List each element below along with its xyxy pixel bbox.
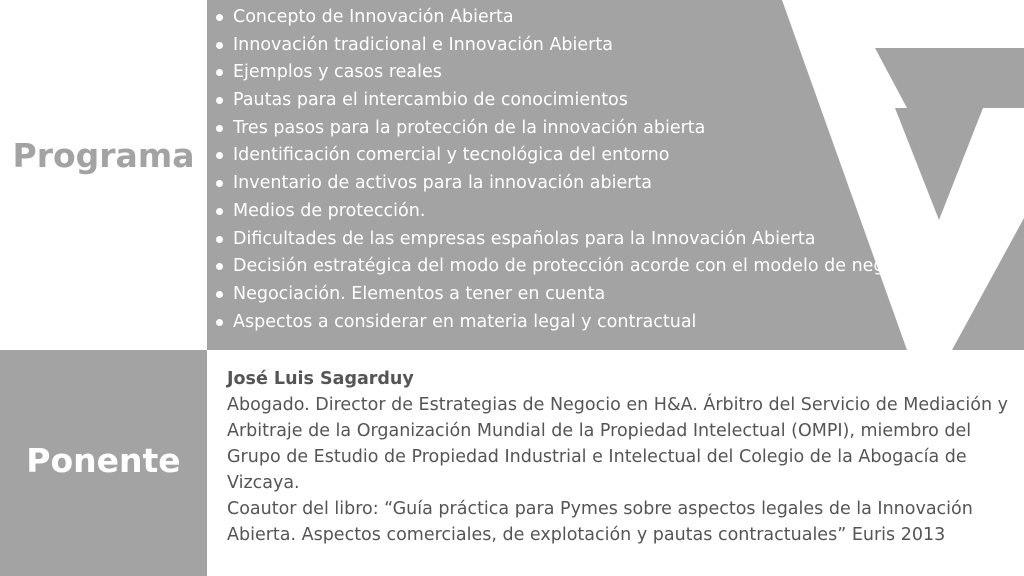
list-item: Pautas para el intercambio de conocimientos (213, 88, 920, 116)
list-item: Medios de protección. (213, 199, 920, 227)
list-item: Ejemplos y casos reales (213, 60, 920, 88)
ponente-label: Ponente (26, 441, 181, 480)
programa-label: Programa (12, 136, 195, 175)
list-item: Innovación tradicional e Innovación Abierta (213, 33, 920, 61)
speaker-bio: Abogado. Director de Estrategias de Negocio en H&A. Árbitro del Servicio de Mediación y Arbitraje de la Organización Mundial de la Propiedad Intelectual (OMPI), miembro del Grupo de Estudio de Propiedad Industrial e Intelectual del Colegio de la Abogacía de Vizcaya. (227, 395, 1009, 493)
list-item: Decisión estratégica del modo de protección acorde con el modelo de negocio (213, 254, 920, 282)
list-item: Tres pasos para la protección de la innovación abierta (213, 116, 920, 144)
speaker-book: Coautor del libro: “Guía práctica para Pymes sobre aspectos legales de la Innovación Abierta. Aspectos comerciales, de explotación y pautas contractuales” Euris 2013 (227, 499, 973, 545)
ponente-bio (227, 366, 1017, 548)
programa-list (213, 5, 920, 337)
list-item: Dificultades de las empresas españolas para la Innovación Abierta (213, 227, 920, 255)
list-item: Aspectos a considerar en materia legal y contractual (213, 310, 920, 338)
list-item: Inventario de activos para la innovación abierta (213, 171, 920, 199)
programa-label-panel (0, 0, 207, 350)
speaker-name: José Luis Sagarduy (227, 369, 414, 389)
list-item: Concepto de Innovación Abierta (213, 5, 920, 33)
list-item: Negociación. Elementos a tener en cuenta (213, 282, 920, 310)
programa-panel (207, 0, 1024, 350)
list-item: Identificación comercial y tecnológica del entorno (213, 143, 920, 171)
